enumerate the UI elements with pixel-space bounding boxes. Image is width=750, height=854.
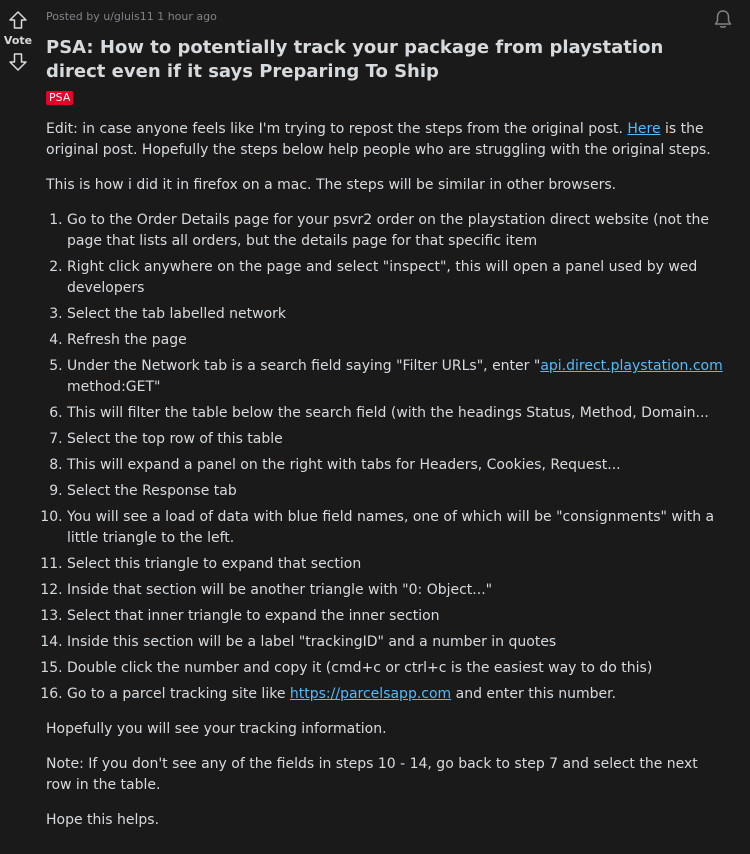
edit-suffix: is the original post. Hopefully the steps below help people who are struggling with the original steps. (46, 121, 711, 158)
step-4: 4. Refresh the page (67, 330, 726, 351)
step-5-prefix: Under the Network tab is a search field saying "Filter URLs", enter " (67, 358, 541, 374)
step-5 (67, 356, 726, 398)
step-14: 14. Inside this section will be a label "trackingID" and a number in quotes (67, 632, 726, 653)
post-meta[interactable]: Posted by u/gluis11 1 hour ago (46, 10, 217, 23)
step-10: 10. You will see a load of data with blue field names, one of which will be "consignments" with a little triangle to the left. (67, 507, 726, 549)
vote-column (0, 0, 36, 854)
original-post-link[interactable]: Here (627, 121, 661, 137)
upvote-arrow-icon[interactable] (8, 10, 28, 30)
edit-paragraph (46, 119, 726, 161)
post-title[interactable]: PSA: How to potentially track your package from playstation direct even if it says Preparing To Ship (46, 37, 664, 82)
step-5-suffix: method:GET" (67, 379, 161, 395)
closing-paragraph-3: Hope this helps. (46, 812, 160, 828)
step-8: 8. This will expand a panel on the right with tabs for Headers, Cookies, Request... (67, 455, 726, 476)
step-16-suffix: and enter this number. (451, 686, 617, 702)
edit-prefix: Edit: in case anyone feels like I'm trying to repost the steps from the original post. (46, 121, 628, 137)
post-flair[interactable]: PSA (46, 91, 73, 105)
closing-paragraph-1: Hopefully you will see your tracking information. (46, 721, 387, 737)
step-12: 12. Inside that section will be another triangle with "0: Object..." (67, 580, 726, 601)
vote-label: Vote (3, 34, 33, 47)
steps-list (46, 210, 726, 705)
step-13: 13. Select that inner triangle to expand the inner section (67, 606, 726, 627)
post-body (46, 119, 726, 831)
intro-paragraph: This is how i did it in firefox on a mac. The steps will be similar in other browsers. (46, 177, 617, 193)
api-link[interactable]: api.direct.playstation.com (540, 358, 723, 374)
step-7: 7. Select the top row of this table (67, 429, 726, 450)
downvote-arrow-icon[interactable] (8, 52, 28, 72)
post-content (46, 0, 726, 845)
step-9: 9. Select the Response tab (67, 481, 726, 502)
step-1: 1. Go to the Order Details page for your psvr2 order on the playstation direct website (not the page that lists all orders, but the details page for that specific item (67, 210, 726, 252)
step-16 (67, 684, 726, 705)
parcelsapp-link[interactable]: https://parcelsapp.com (289, 686, 452, 702)
step-6: 6. This will filter the table below the search field (with the headings Status, Method, Domain... (67, 403, 726, 424)
step-2: 2. Right click anywhere on the page and select "inspect", this will open a panel used by wed developers (67, 257, 726, 299)
closing-paragraph-2: Note: If you don't see any of the fields in steps 10 - 14, go back to step 7 and select the next row in the table. (46, 756, 698, 793)
step-3: 3. Select the tab labelled network (67, 304, 726, 325)
step-11: 11. Select this triangle to expand that section (67, 554, 726, 575)
step-15: 15. Double click the number and copy it (cmd+c or ctrl+c is the easiest way to do this) (67, 658, 726, 679)
step-16-prefix: Go to a parcel tracking site like (67, 686, 290, 702)
